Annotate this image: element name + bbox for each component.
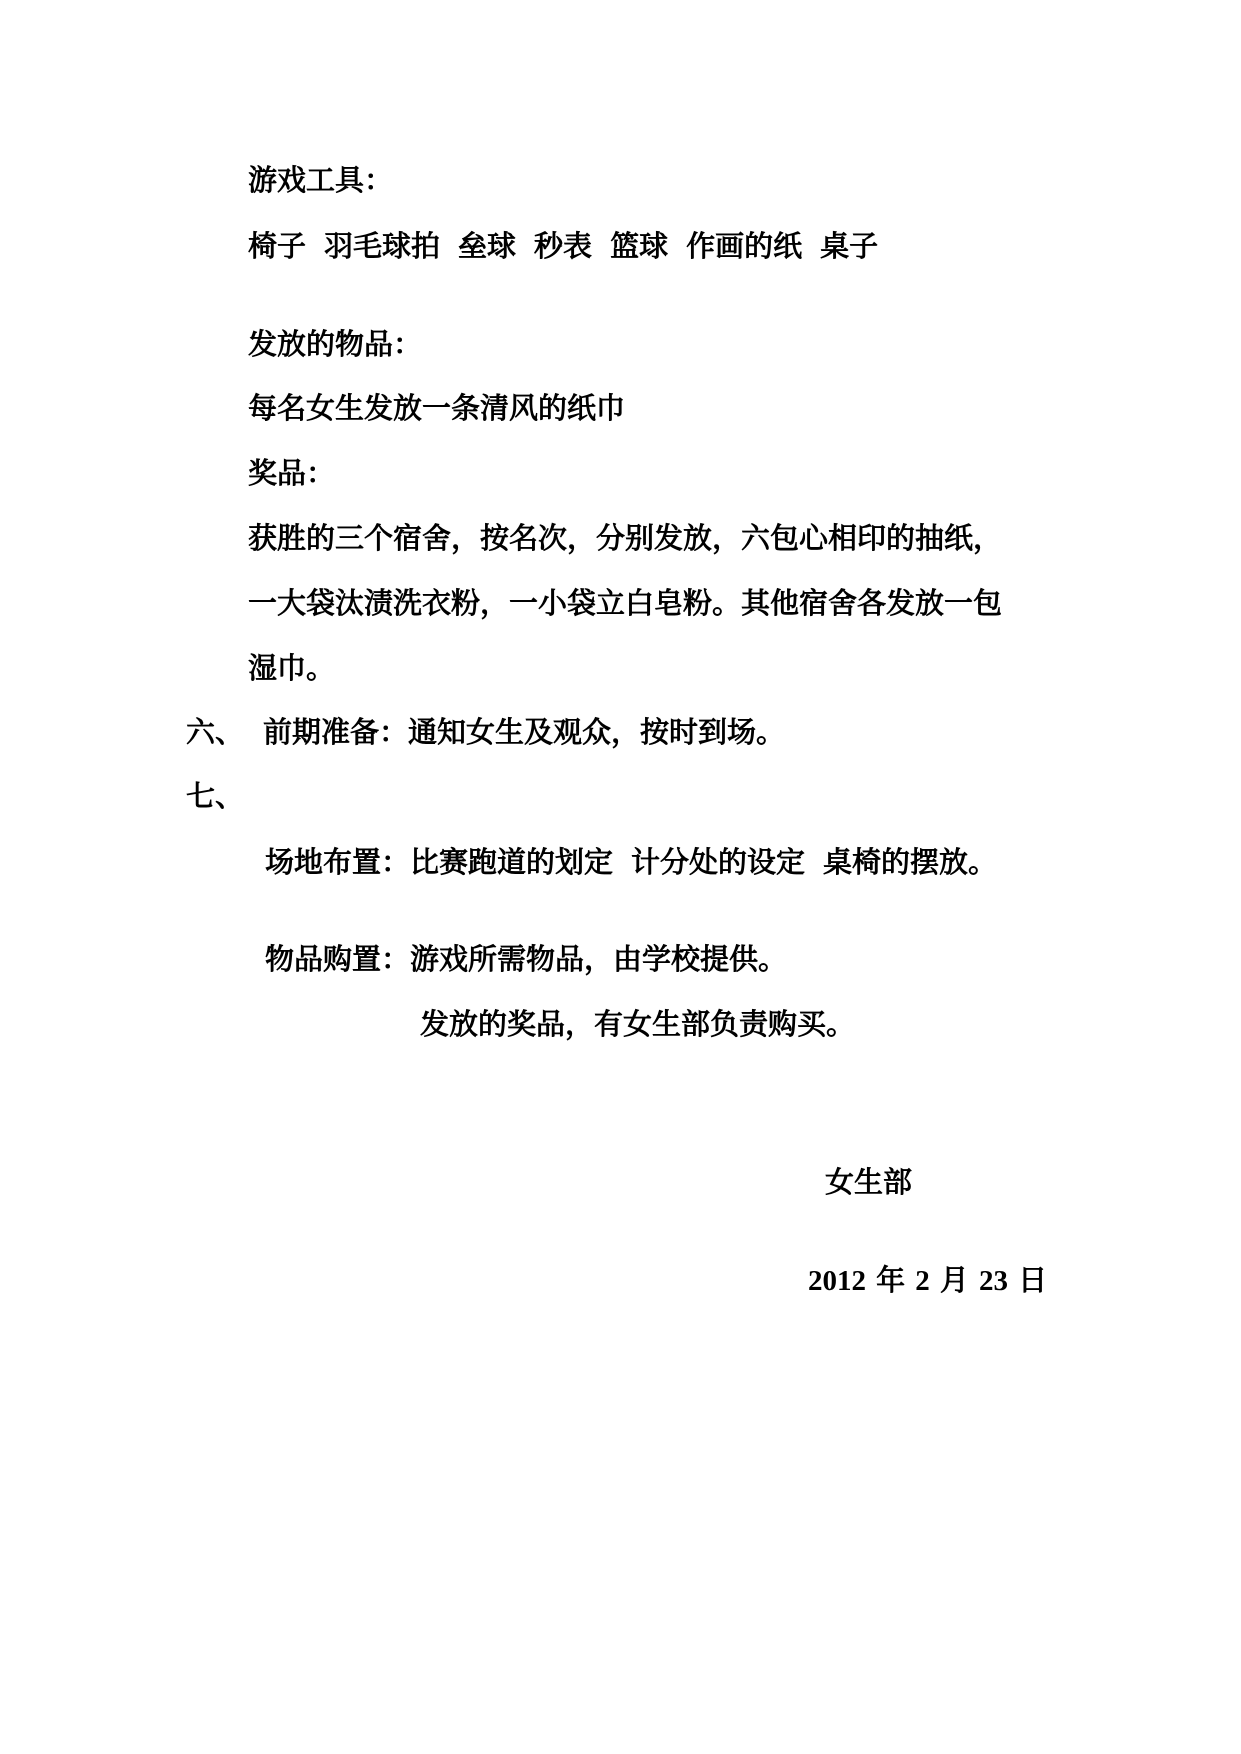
signature-org: 女生部 xyxy=(825,1165,913,1199)
site-setup-label: 场地布置： xyxy=(265,845,411,879)
giveaways-text: 每名女生发放一条清风的纸巾 xyxy=(248,391,626,425)
date-month-unit: 月 xyxy=(939,1263,969,1297)
prizes-heading: 奖品： xyxy=(248,456,336,490)
section-6-text: 前期准备：通知女生及观众，按时到场。 xyxy=(263,715,786,749)
section-6-number: 六、 xyxy=(186,715,245,749)
giveaways-heading: 发放的物品： xyxy=(248,327,423,361)
tool-item: 椅子 xyxy=(248,229,307,263)
prizes-line: 获胜的三个宿舍，按名次，分别发放，六包心相印的抽纸， xyxy=(248,521,1003,555)
site-item: 比赛跑道的划定 xyxy=(410,845,614,879)
game-tools-list xyxy=(248,229,879,263)
date-day-unit: 日 xyxy=(1018,1263,1048,1297)
signature-date xyxy=(808,1263,1048,1297)
purchase-line xyxy=(265,942,788,976)
purchase-text: 发放的奖品，有女生部负责购买。 xyxy=(420,1007,856,1041)
purchase-text: 游戏所需物品，由学校提供。 xyxy=(410,942,788,976)
prizes-line: 湿巾。 xyxy=(248,651,336,685)
date-day: 23 xyxy=(978,1265,1008,1297)
tool-item: 羽毛球拍 xyxy=(324,229,441,263)
date-month: 2 xyxy=(915,1265,930,1297)
game-tools-heading: 游戏工具： xyxy=(248,163,394,197)
site-item: 计分处的设定 xyxy=(631,845,806,879)
tool-item: 桌子 xyxy=(820,229,879,263)
tool-item: 篮球 xyxy=(610,229,669,263)
purchase-label: 物品购置： xyxy=(265,942,411,976)
site-setup-line xyxy=(265,845,998,879)
date-year-unit: 年 xyxy=(876,1263,906,1297)
tool-item: 垒球 xyxy=(458,229,517,263)
site-item: 桌椅的摆放。 xyxy=(823,845,998,879)
date-year: 2012 xyxy=(808,1265,866,1297)
tool-item: 秒表 xyxy=(534,229,593,263)
prizes-line: 一大袋汰渍洗衣粉，一小袋立白皂粉。其他宿舍各发放一包 xyxy=(248,586,1003,620)
section-7-number: 七、 xyxy=(186,779,245,813)
tool-item: 作画的纸 xyxy=(686,229,803,263)
